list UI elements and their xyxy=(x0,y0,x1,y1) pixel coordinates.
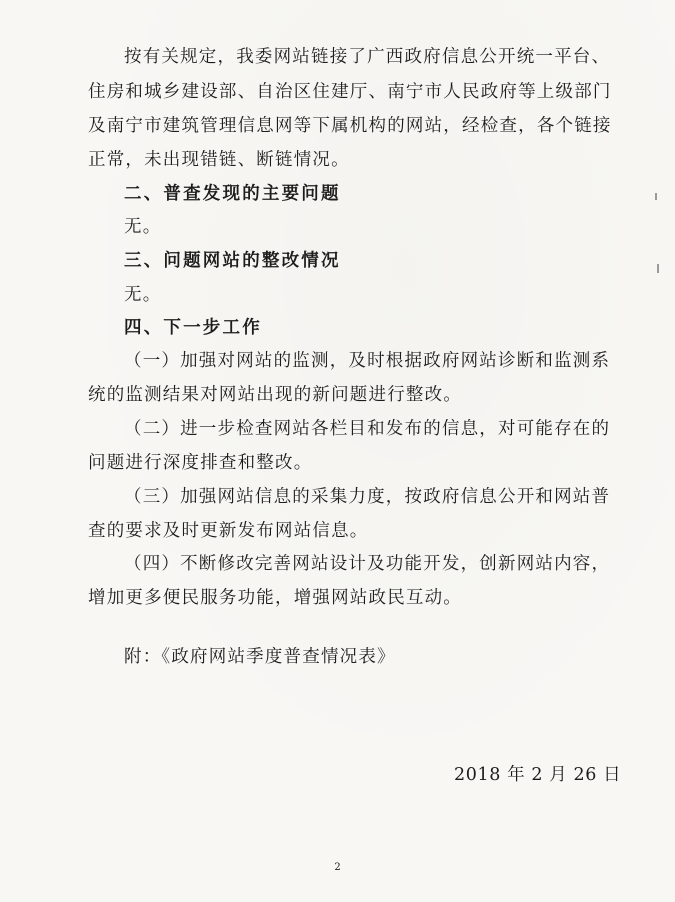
list-item-line: 统的监测结果对网站出现的新问题进行整改。 xyxy=(88,385,462,405)
section-heading: 三、问题网站的整改情况 xyxy=(124,251,341,271)
paragraph-line: 按有关规定，我委网站链接了广西政府信息公开统一平台、 xyxy=(124,47,611,67)
page-number: 2 xyxy=(334,862,341,873)
document-date: 2018 年 2 月 26 日 xyxy=(454,765,622,785)
paragraph-line: 住房和城乡建设部、自治区住建厅、南宁市人民政府等上级部门 xyxy=(88,82,612,102)
section-body: 无。 xyxy=(124,217,162,237)
scan-mark xyxy=(657,264,659,273)
list-item-line: （三）加强网站信息的采集力度，按政府信息公开和网站普 xyxy=(124,487,611,507)
list-item-line: （一）加强对网站的监测，及时根据政府网站诊断和监测系 xyxy=(124,351,611,371)
section-heading: 二、普查发现的主要问题 xyxy=(124,184,341,204)
attachment-line: 附：《政府网站季度普查情况表》 xyxy=(124,647,396,667)
scan-mark xyxy=(655,193,657,200)
paragraph-line: 及南宁市建筑管理信息网等下属机构的网站，经检查，各个链接 xyxy=(88,116,612,136)
section-body: 无。 xyxy=(124,285,162,305)
paragraph-line: 正常，未出现错链、断链情况。 xyxy=(88,150,350,170)
list-item-line: 增加更多便民服务功能，增强网站政民互动。 xyxy=(88,588,462,608)
list-item-line: （二）进一步检查网站各栏目和发布的信息，对可能存在的 xyxy=(124,419,611,439)
list-item-line: （四）不断修改完善网站设计及功能开发，创新网站内容， xyxy=(124,554,611,574)
section-heading: 四、下一步工作 xyxy=(124,318,262,338)
list-item-line: 查的要求及时更新发布网站信息。 xyxy=(88,521,369,541)
list-item-line: 问题进行深度排查和整改。 xyxy=(88,453,313,473)
